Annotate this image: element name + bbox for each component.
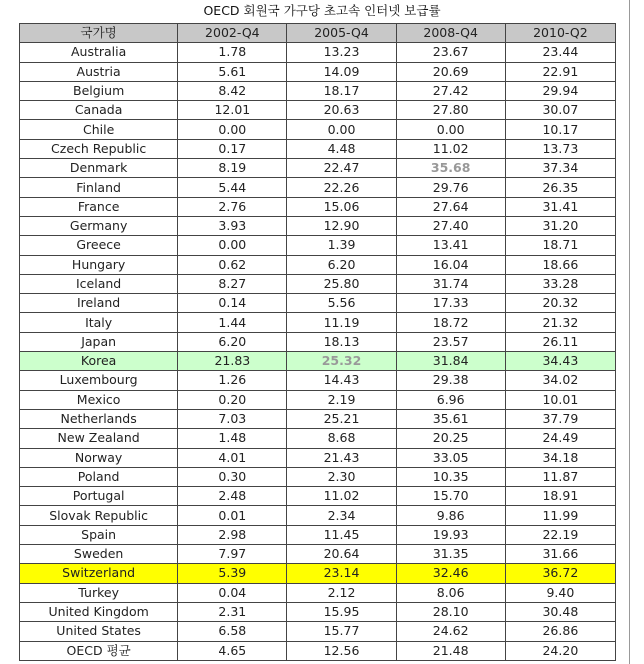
value-cell: 5.56: [287, 294, 396, 313]
country-cell: Poland: [20, 467, 178, 486]
country-cell: Denmark: [20, 159, 178, 178]
country-cell: Hungary: [20, 255, 178, 274]
table-row: [20, 139, 616, 158]
country-cell: Iceland: [20, 274, 178, 293]
table-row: [20, 409, 616, 428]
value-cell: 14.09: [287, 62, 396, 81]
value-cell: 24.49: [505, 429, 615, 448]
value-cell: 24.20: [505, 641, 615, 660]
value-cell: 22.47: [287, 159, 396, 178]
table-row: [20, 159, 616, 178]
country-cell: Netherlands: [20, 409, 178, 428]
value-cell: 28.10: [396, 602, 505, 621]
value-cell: 5.61: [178, 62, 287, 81]
header-2002-q4: 2002-Q4: [178, 24, 287, 43]
country-cell: Sweden: [20, 545, 178, 564]
value-cell: 9.86: [396, 506, 505, 525]
table-row: [20, 255, 616, 274]
value-cell: 22.19: [505, 525, 615, 544]
value-cell: 0.04: [178, 583, 287, 602]
value-cell: 0.14: [178, 294, 287, 313]
table-row: [20, 274, 616, 293]
value-cell: 27.64: [396, 197, 505, 216]
value-cell: 31.20: [505, 216, 615, 235]
country-cell: Spain: [20, 525, 178, 544]
value-cell: 26.11: [505, 332, 615, 351]
value-cell: 10.17: [505, 120, 615, 139]
value-cell: 1.78: [178, 43, 287, 62]
table-row: [20, 236, 616, 255]
value-cell: 24.62: [396, 622, 505, 641]
table-row: [20, 545, 616, 564]
value-cell: 1.44: [178, 313, 287, 332]
value-cell: 3.93: [178, 216, 287, 235]
value-cell: 30.48: [505, 602, 615, 621]
value-cell: 7.97: [178, 545, 287, 564]
value-cell: 8.19: [178, 159, 287, 178]
value-cell: 15.06: [287, 197, 396, 216]
value-cell: 29.38: [396, 371, 505, 390]
value-cell: 21.43: [287, 448, 396, 467]
value-cell: 18.71: [505, 236, 615, 255]
value-cell: 27.40: [396, 216, 505, 235]
value-cell: 0.00: [287, 120, 396, 139]
broadband-table: [19, 23, 616, 661]
value-cell: 18.17: [287, 81, 396, 100]
value-cell: 11.02: [287, 487, 396, 506]
value-cell: 20.63: [287, 101, 396, 120]
table-row: [20, 352, 616, 371]
value-cell: 4.01: [178, 448, 287, 467]
table-row: [20, 81, 616, 100]
value-cell: 25.32: [287, 352, 396, 371]
value-cell: 29.94: [505, 81, 615, 100]
table-row: [20, 197, 616, 216]
table-row: [20, 487, 616, 506]
value-cell: 12.56: [287, 641, 396, 660]
table-row: [20, 62, 616, 81]
value-cell: 31.84: [396, 352, 505, 371]
value-cell: 31.74: [396, 274, 505, 293]
value-cell: 27.42: [396, 81, 505, 100]
value-cell: 2.48: [178, 487, 287, 506]
value-cell: 11.19: [287, 313, 396, 332]
value-cell: 12.90: [287, 216, 396, 235]
value-cell: 17.33: [396, 294, 505, 313]
value-cell: 25.80: [287, 274, 396, 293]
value-cell: 23.57: [396, 332, 505, 351]
value-cell: 2.31: [178, 602, 287, 621]
value-cell: 30.07: [505, 101, 615, 120]
country-cell: Mexico: [20, 390, 178, 409]
table-row: [20, 622, 616, 641]
value-cell: 11.87: [505, 467, 615, 486]
value-cell: 4.65: [178, 641, 287, 660]
table-row: [20, 216, 616, 235]
value-cell: 12.01: [178, 101, 287, 120]
value-cell: 26.86: [505, 622, 615, 641]
table-row: [20, 332, 616, 351]
value-cell: 34.02: [505, 371, 615, 390]
table-body: [20, 43, 616, 661]
table-row: [20, 313, 616, 332]
value-cell: 10.01: [505, 390, 615, 409]
value-cell: 22.26: [287, 178, 396, 197]
value-cell: 11.99: [505, 506, 615, 525]
country-cell: Japan: [20, 332, 178, 351]
value-cell: 23.44: [505, 43, 615, 62]
value-cell: 1.39: [287, 236, 396, 255]
country-cell: Czech Republic: [20, 139, 178, 158]
value-cell: 20.25: [396, 429, 505, 448]
value-cell: 6.20: [178, 332, 287, 351]
value-cell: 15.77: [287, 622, 396, 641]
table-row: [20, 178, 616, 197]
value-cell: 2.19: [287, 390, 396, 409]
table-row: [20, 525, 616, 544]
value-cell: 0.20: [178, 390, 287, 409]
country-cell: France: [20, 197, 178, 216]
table-row: [20, 390, 616, 409]
value-cell: 8.06: [396, 583, 505, 602]
table-row: [20, 371, 616, 390]
country-cell: United Kingdom: [20, 602, 178, 621]
value-cell: 5.39: [178, 564, 287, 583]
country-cell: Canada: [20, 101, 178, 120]
value-cell: 29.76: [396, 178, 505, 197]
value-cell: 8.27: [178, 274, 287, 293]
value-cell: 0.62: [178, 255, 287, 274]
value-cell: 33.05: [396, 448, 505, 467]
value-cell: 13.23: [287, 43, 396, 62]
country-cell: Germany: [20, 216, 178, 235]
value-cell: 0.01: [178, 506, 287, 525]
country-cell: Slovak Republic: [20, 506, 178, 525]
value-cell: 8.42: [178, 81, 287, 100]
value-cell: 1.48: [178, 429, 287, 448]
value-cell: 18.66: [505, 255, 615, 274]
value-cell: 8.68: [287, 429, 396, 448]
value-cell: 4.48: [287, 139, 396, 158]
value-cell: 2.12: [287, 583, 396, 602]
country-cell: Turkey: [20, 583, 178, 602]
table-row: [20, 43, 616, 62]
value-cell: 10.35: [396, 467, 505, 486]
table-row: [20, 429, 616, 448]
value-cell: 37.79: [505, 409, 615, 428]
country-cell: Austria: [20, 62, 178, 81]
header-2008-q4: 2008-Q4: [396, 24, 505, 43]
value-cell: 0.00: [178, 236, 287, 255]
value-cell: 0.30: [178, 467, 287, 486]
value-cell: 13.41: [396, 236, 505, 255]
country-cell: United States: [20, 622, 178, 641]
value-cell: 23.14: [287, 564, 396, 583]
value-cell: 33.28: [505, 274, 615, 293]
value-cell: 6.20: [287, 255, 396, 274]
table-row: [20, 448, 616, 467]
value-cell: 18.91: [505, 487, 615, 506]
table-row: [20, 101, 616, 120]
value-cell: 6.96: [396, 390, 505, 409]
value-cell: 23.67: [396, 43, 505, 62]
value-cell: 19.93: [396, 525, 505, 544]
table-title: OECD 회원국 가구당 초고속 인터넷 보급률: [203, 3, 441, 18]
country-cell: Korea: [20, 352, 178, 371]
country-cell: Greece: [20, 236, 178, 255]
table-row: [20, 294, 616, 313]
value-cell: 36.72: [505, 564, 615, 583]
value-cell: 35.68: [396, 159, 505, 178]
value-cell: 26.35: [505, 178, 615, 197]
table-row: [20, 583, 616, 602]
value-cell: 34.43: [505, 352, 615, 371]
value-cell: 31.35: [396, 545, 505, 564]
value-cell: 21.32: [505, 313, 615, 332]
table-row: [20, 120, 616, 139]
country-cell: Italy: [20, 313, 178, 332]
value-cell: 7.03: [178, 409, 287, 428]
value-cell: 32.46: [396, 564, 505, 583]
value-cell: 20.69: [396, 62, 505, 81]
country-cell: New Zealand: [20, 429, 178, 448]
table-row: [20, 506, 616, 525]
value-cell: 18.72: [396, 313, 505, 332]
value-cell: 34.18: [505, 448, 615, 467]
country-cell: Portugal: [20, 487, 178, 506]
value-cell: 11.45: [287, 525, 396, 544]
value-cell: 2.76: [178, 197, 287, 216]
value-cell: 31.66: [505, 545, 615, 564]
table-row: [20, 641, 616, 660]
value-cell: 27.80: [396, 101, 505, 120]
country-cell: Australia: [20, 43, 178, 62]
country-cell: Finland: [20, 178, 178, 197]
table-row: [20, 602, 616, 621]
value-cell: 37.34: [505, 159, 615, 178]
table-row: [20, 564, 616, 583]
value-cell: 0.00: [396, 120, 505, 139]
value-cell: 15.70: [396, 487, 505, 506]
value-cell: 2.98: [178, 525, 287, 544]
value-cell: 22.91: [505, 62, 615, 81]
value-cell: 13.73: [505, 139, 615, 158]
value-cell: 21.48: [396, 641, 505, 660]
value-cell: 20.32: [505, 294, 615, 313]
header-country: 국가명: [20, 24, 178, 43]
country-cell: Chile: [20, 120, 178, 139]
value-cell: 0.00: [178, 120, 287, 139]
value-cell: 0.17: [178, 139, 287, 158]
header-2005-q4: 2005-Q4: [287, 24, 396, 43]
value-cell: 14.43: [287, 371, 396, 390]
header-2010-q2: 2010-Q2: [505, 24, 615, 43]
country-cell: OECD 평균: [20, 641, 178, 660]
value-cell: 5.44: [178, 178, 287, 197]
value-cell: 25.21: [287, 409, 396, 428]
value-cell: 2.30: [287, 467, 396, 486]
country-cell: Luxembourg: [20, 371, 178, 390]
value-cell: 20.64: [287, 545, 396, 564]
value-cell: 31.41: [505, 197, 615, 216]
country-cell: Belgium: [20, 81, 178, 100]
country-cell: Switzerland: [20, 564, 178, 583]
value-cell: 11.02: [396, 139, 505, 158]
value-cell: 18.13: [287, 332, 396, 351]
value-cell: 15.95: [287, 602, 396, 621]
value-cell: 2.34: [287, 506, 396, 525]
country-cell: Norway: [20, 448, 178, 467]
value-cell: 16.04: [396, 255, 505, 274]
table-row: [20, 467, 616, 486]
country-cell: Ireland: [20, 294, 178, 313]
header-row: [20, 24, 616, 43]
value-cell: 6.58: [178, 622, 287, 641]
value-cell: 21.83: [178, 352, 287, 371]
value-cell: 35.61: [396, 409, 505, 428]
value-cell: 1.26: [178, 371, 287, 390]
value-cell: 9.40: [505, 583, 615, 602]
